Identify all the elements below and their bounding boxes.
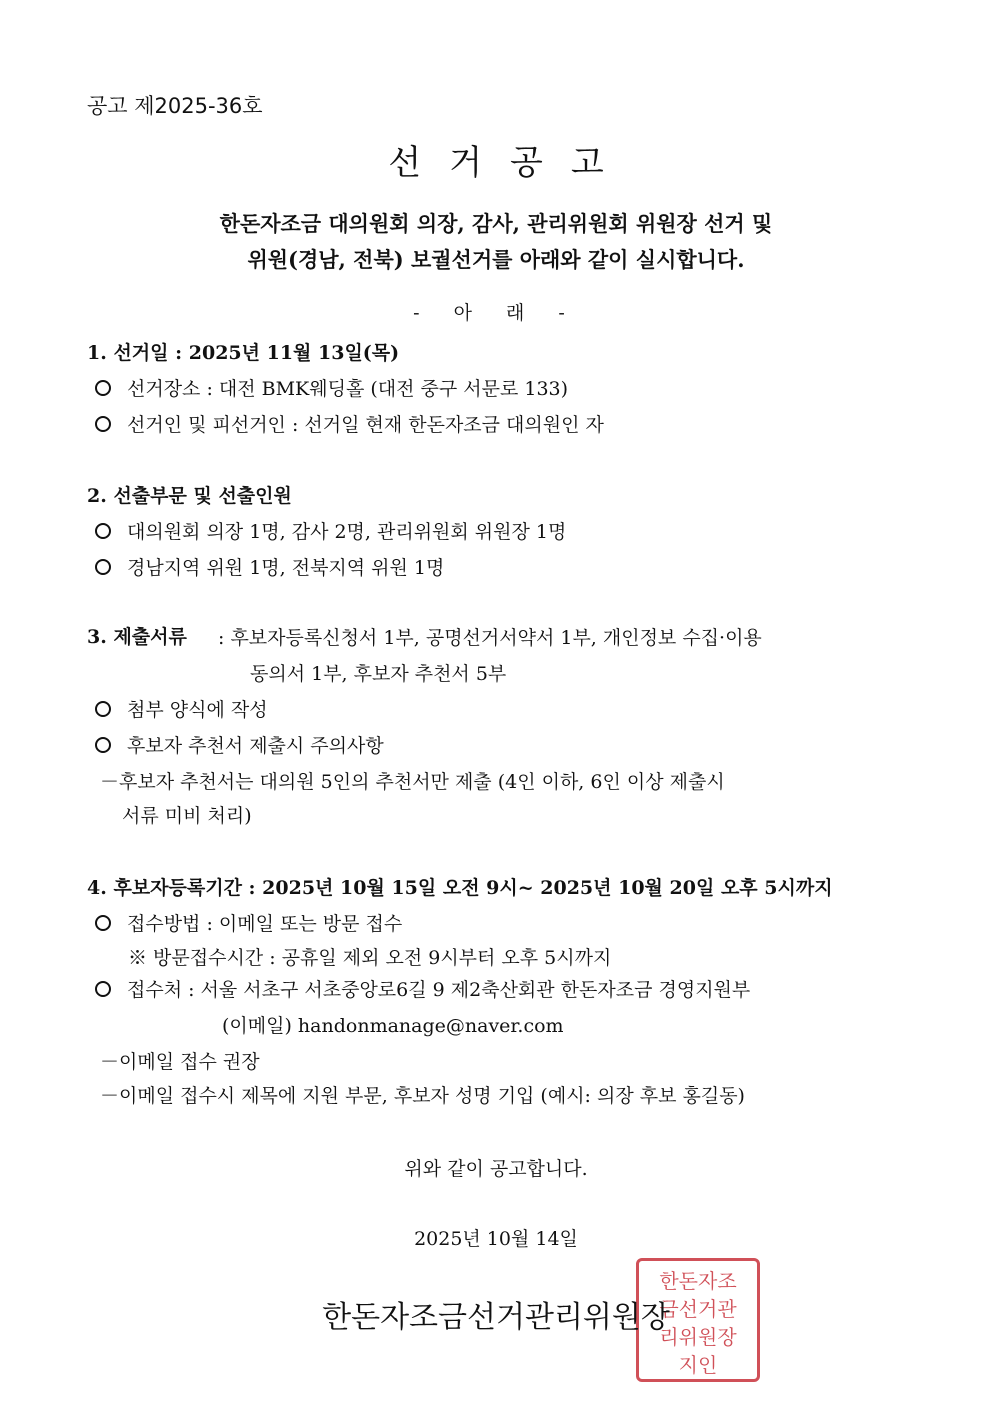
seal-line: 리위원장 [659,1325,737,1349]
section-2-item [95,553,444,580]
section-2-heading: 2. 선출부문 및 선출인원 [87,485,292,507]
intro-line-2: 위원(경남, 전북) 보궐선거를 아래와 같이 실시합니다. [247,247,745,272]
section-2-item-text: 대의원회 의장 1명, 감사 2명, 관리위원회 위원장 1명 [127,521,567,543]
section-3-dash-note-cont: 서류 미비 처리) [122,805,252,827]
section-1-item-text: 선거장소 : 대전 BMK웨딩홀 (대전 중구 서문로 133) [127,378,569,400]
intro-line-1: 한돈자조금 대의원회 의장, 감사, 관리위원회 위원장 선거 및 [219,211,773,236]
circle-bullet-icon [95,559,111,575]
section-1-item [95,374,568,401]
section-4-dash-note: －이메일 접수시 제목에 지원 부문, 후보자 성명 기입 (예시: 의장 후보 홍길동) [100,1085,745,1107]
section-4-item [95,909,402,936]
section-3-heading-text: : 후보자등록신청서 1부, 공명선거서약서 1부, 개인정보 수집·이용 [218,627,762,649]
circle-bullet-icon [95,981,111,997]
section-4-item [95,975,750,1002]
section-3-heading: 3. 제출서류 [87,626,187,648]
email-address: (이메일) handonmanage@naver.com [222,1015,564,1037]
section-3-item-text: 첨부 양식에 작성 [127,699,268,721]
seal-line: 지인 [678,1353,718,1377]
signer-name: 한돈자조금선거관리위원장 [322,1300,670,1335]
section-4-dash-note: －이메일 접수 권장 [100,1051,260,1073]
section-4-note: ※ 방문접수시간 : 공휴일 제외 오전 9시부터 오후 5시까지 [128,947,612,969]
section-3-heading-text-cont: 동의서 1부, 후보자 추천서 5부 [250,663,507,685]
section-2-item [95,517,566,544]
below-label: - 아 래 - [413,302,579,324]
section-3-item-text: 후보자 추천서 제출시 주의사항 [127,735,384,757]
circle-bullet-icon [95,737,111,753]
circle-bullet-icon [95,523,111,539]
circle-bullet-icon [95,701,111,717]
section-1-heading: 1. 선거일 : 2025년 11월 13일(목) [87,342,400,364]
section-4-item-text: 접수방법 : 이메일 또는 방문 접수 [127,913,403,935]
section-3-item [95,695,268,722]
section-2-item-text: 경남지역 위원 1명, 전북지역 위원 1명 [127,557,445,579]
section-4-heading: 4. 후보자등록기간 : 2025년 10월 15일 오전 9시~ 2025년 10월 20일 오후 5시까지 [87,877,833,899]
seal-line: 금선거관 [659,1297,737,1321]
announcement-date: 2025년 10월 14일 [414,1228,578,1250]
closing-statement: 위와 같이 공고합니다. [404,1158,588,1180]
circle-bullet-icon [95,416,111,432]
section-4-item-text: 접수처 : 서울 서초구 서초중앙로6길 9 제2축산회관 한돈자조금 경영지원부 [127,979,751,1001]
section-3-item [95,731,384,758]
notice-number: 공고 제2025-36호 [87,94,263,118]
page-title: 선거공고 [388,143,632,183]
seal-line: 한돈자조 [659,1269,737,1293]
circle-bullet-icon [95,380,111,396]
section-3-dash-note: －후보자 추천서는 대의원 5인의 추천서만 제출 (4인 이하, 6인 이상 제출시 [100,771,725,793]
section-1-item [95,410,604,437]
section-1-item-text: 선거인 및 피선거인 : 선거일 현재 한돈자조금 대의원인 자 [127,414,604,436]
circle-bullet-icon [95,915,111,931]
